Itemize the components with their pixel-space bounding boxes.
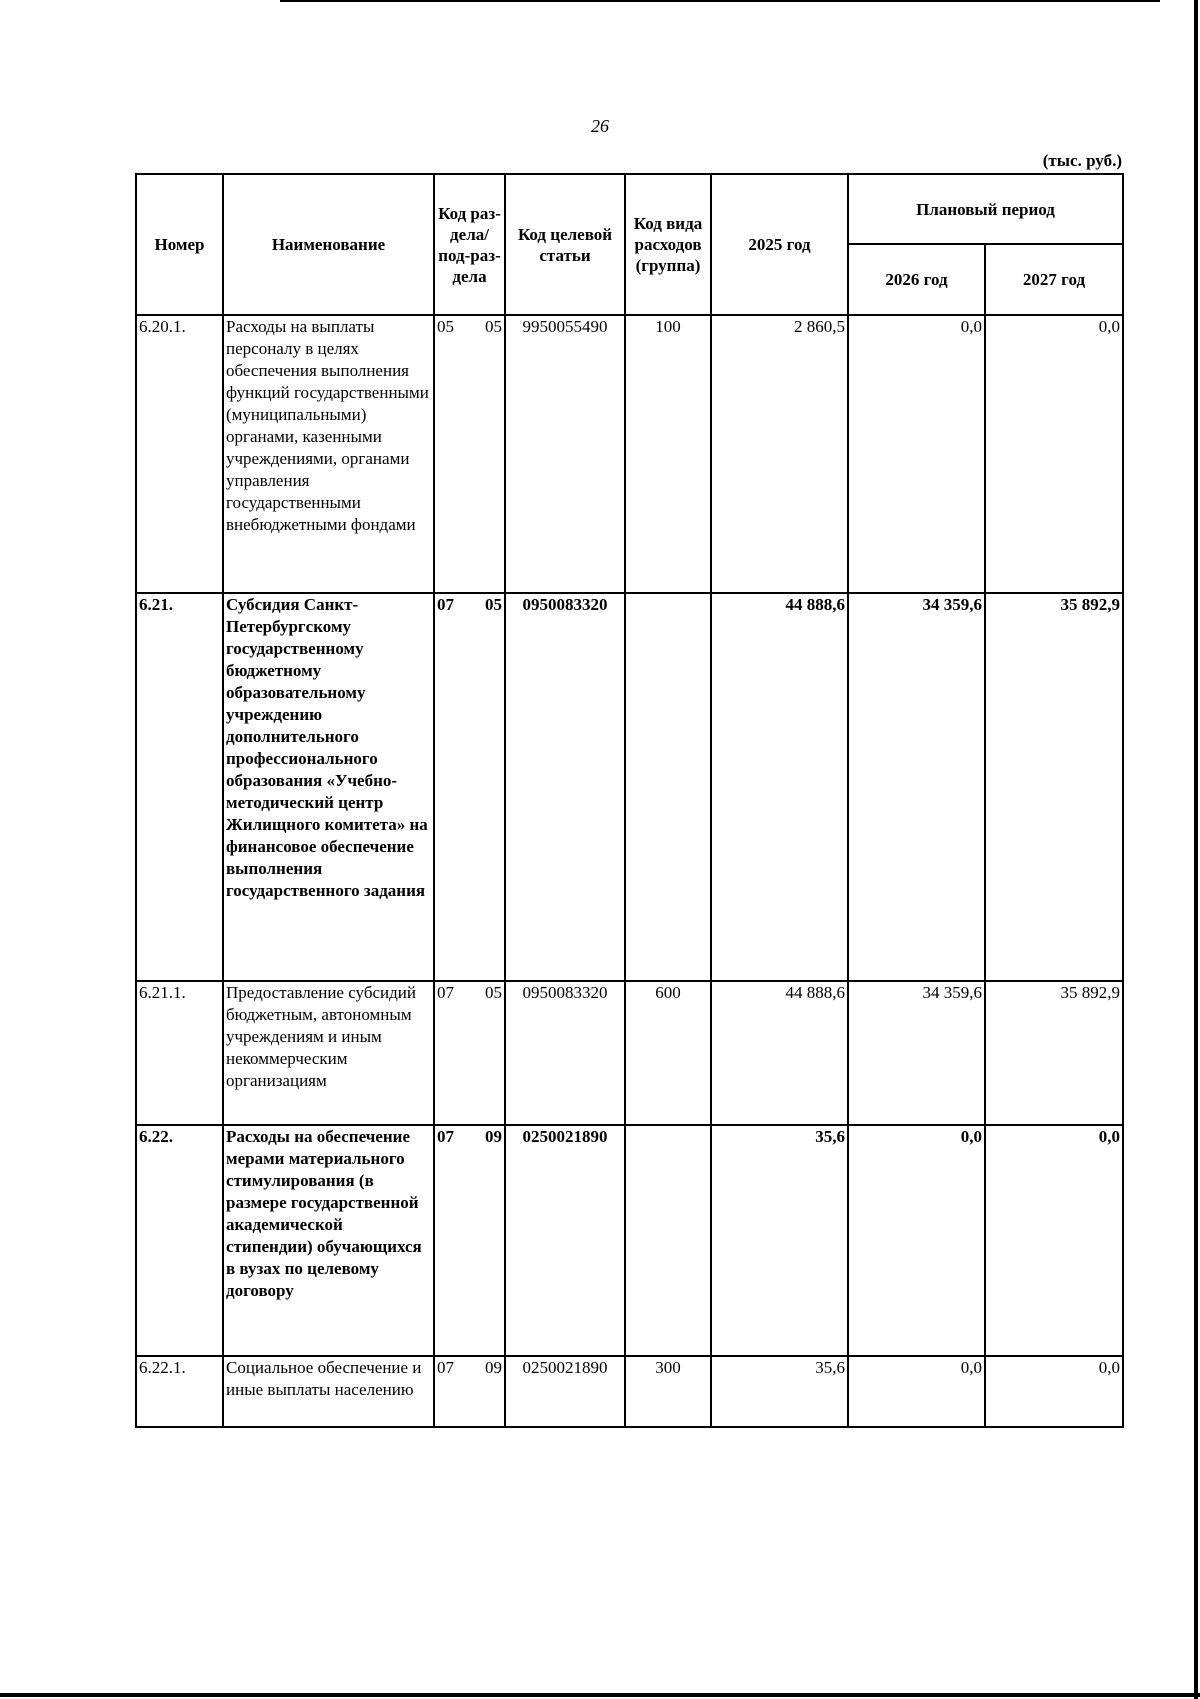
row-name: Субсидия Санкт-Петербургскому государственному бюджетному образовательному учреждению дополнительного профессионального образования «Учебно-методический центр Жилищного комитета» на финансовое обеспечение выполнения государственного задания	[223, 593, 434, 981]
row-name: Расходы на обеспечение мерами материального стимулирования (в размере государственной академической стипендии) обучающихся в вузах по целевому договору	[223, 1125, 434, 1356]
row-expense-type	[625, 593, 711, 981]
row-name: Предоставление субсидий бюджетным, автономным учреждениям и иным некоммерческим организациям	[223, 981, 434, 1125]
row-amount-2027: 35 892,9	[985, 593, 1123, 981]
header-planned-period: Плановый период	[848, 174, 1123, 244]
subsection-code: 05	[485, 983, 502, 1002]
row-section-code	[434, 593, 505, 981]
budget-table	[135, 173, 1124, 1428]
row-expense-type: 600	[625, 981, 711, 1125]
section-code: 07	[437, 1127, 454, 1146]
row-expense-type: 300	[625, 1356, 711, 1427]
row-amount-2027: 35 892,9	[985, 981, 1123, 1125]
subsection-code: 05	[485, 595, 502, 614]
row-amount-2025: 35,6	[711, 1125, 848, 1356]
top-edge-line	[280, 0, 1160, 2]
header-section: Код раз-дела/ под-раз-дела	[434, 174, 505, 315]
row-amount-2025: 44 888,6	[711, 981, 848, 1125]
row-amount-2026: 34 359,6	[848, 981, 985, 1125]
row-amount-2027: 0,0	[985, 1356, 1123, 1427]
row-number: 6.21.	[136, 593, 223, 981]
header-year-2026: 2026 год	[848, 244, 985, 315]
row-target-code: 0950083320	[505, 981, 625, 1125]
subsection-code: 05	[485, 317, 502, 336]
table-row	[136, 981, 1123, 1125]
table-row	[136, 593, 1123, 981]
row-target-code: 0950083320	[505, 593, 625, 981]
bottom-edge-line	[0, 1693, 1200, 1697]
row-amount-2026: 0,0	[848, 1125, 985, 1356]
subsection-code: 09	[485, 1358, 502, 1377]
section-code: 05	[437, 317, 454, 336]
table-row	[136, 1125, 1123, 1356]
row-expense-type: 100	[625, 315, 711, 593]
row-expense-type	[625, 1125, 711, 1356]
row-amount-2027: 0,0	[985, 1125, 1123, 1356]
table-row	[136, 315, 1123, 593]
row-amount-2025: 44 888,6	[711, 593, 848, 981]
subsection-code: 09	[485, 1127, 502, 1146]
header-target-code: Код целевой статьи	[505, 174, 625, 315]
table-row	[136, 1356, 1123, 1427]
row-amount-2025: 2 860,5	[711, 315, 848, 593]
row-amount-2026: 0,0	[848, 1356, 985, 1427]
row-amount-2026: 34 359,6	[848, 593, 985, 981]
row-number: 6.22.1.	[136, 1356, 223, 1427]
row-number: 6.22.	[136, 1125, 223, 1356]
row-name: Расходы на выплаты персоналу в целях обеспечения выполнения функций государственными (муниципальными) органами, казенными учреждениями, органами управления государственными внебюджетными фондами	[223, 315, 434, 593]
table-header	[136, 174, 1123, 315]
row-amount-2026: 0,0	[848, 315, 985, 593]
row-amount-2025: 35,6	[711, 1356, 848, 1427]
header-name: Наименование	[223, 174, 434, 315]
row-section-code	[434, 981, 505, 1125]
units-label: (тыс. руб.)	[1042, 151, 1122, 170]
row-number: 6.21.1.	[136, 981, 223, 1125]
section-code: 07	[437, 595, 454, 614]
right-edge-line	[1194, 0, 1198, 1699]
table-body	[136, 315, 1123, 1427]
section-code: 07	[437, 1358, 454, 1377]
page-number: 26	[591, 116, 609, 136]
row-target-code: 0250021890	[505, 1356, 625, 1427]
row-name: Социальное обеспечение и иные выплаты населению	[223, 1356, 434, 1427]
row-target-code: 9950055490	[505, 315, 625, 593]
row-section-code	[434, 1125, 505, 1356]
row-amount-2027: 0,0	[985, 315, 1123, 593]
header-year-2025: 2025 год	[711, 174, 848, 315]
header-expense-type: Код вида расходов (группа)	[625, 174, 711, 315]
section-code: 07	[437, 983, 454, 1002]
row-target-code: 0250021890	[505, 1125, 625, 1356]
header-number: Номер	[136, 174, 223, 315]
header-year-2027: 2027 год	[985, 244, 1123, 315]
row-section-code	[434, 315, 505, 593]
row-section-code	[434, 1356, 505, 1427]
row-number: 6.20.1.	[136, 315, 223, 593]
